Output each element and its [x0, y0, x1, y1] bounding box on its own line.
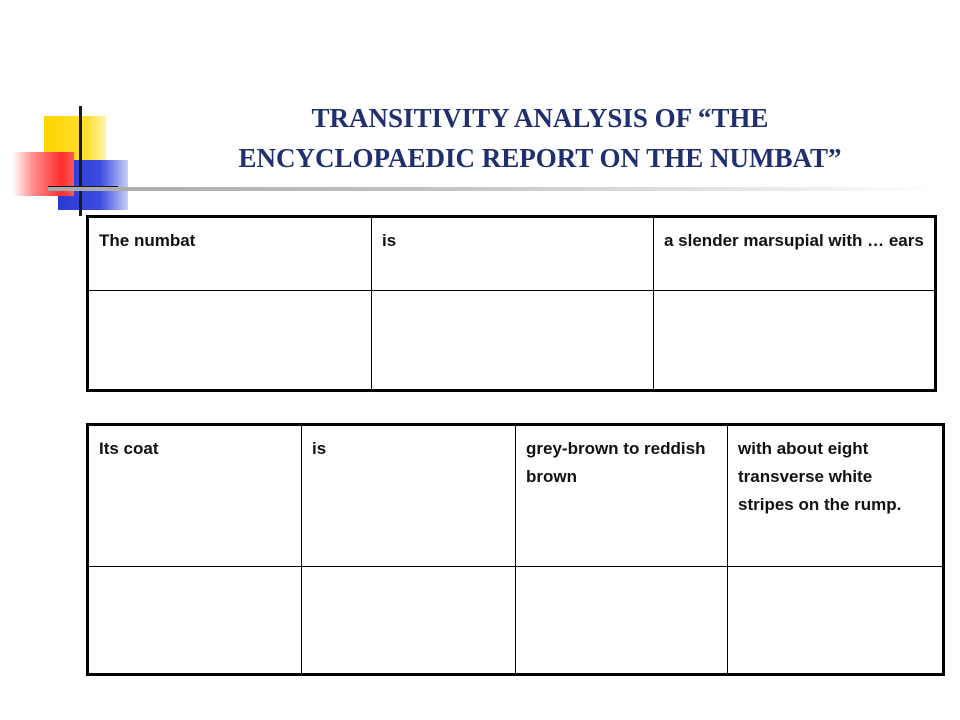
table-cell-circumstance: with about eight transverse white stripes on the rump. — [728, 425, 944, 567]
table-cell-empty — [728, 567, 944, 675]
analysis-table-1 — [86, 215, 937, 392]
title-line-2: ENCYCLOPAEDIC REPORT ON THE NUMBAT” — [238, 143, 842, 173]
table-row — [88, 291, 936, 391]
table-cell-empty — [302, 567, 516, 675]
table-cell-attribute: a slender marsupial with … ears — [654, 217, 936, 291]
table-row — [88, 567, 944, 675]
corner-decoration — [0, 0, 140, 230]
table-row — [88, 425, 944, 567]
table-cell-participant: Its coat — [88, 425, 302, 567]
table-cell-attribute: grey-brown to reddish brown — [516, 425, 728, 567]
title-line-1: TRANSITIVITY ANALYSIS OF “THE — [311, 103, 769, 133]
table-row — [88, 217, 936, 291]
analysis-table-2 — [86, 423, 945, 676]
table-cell-empty — [372, 291, 654, 391]
table-cell-empty — [88, 291, 372, 391]
table-cell-participant: The numbat — [88, 217, 372, 291]
title-underline — [48, 187, 938, 191]
vertical-line — [79, 106, 82, 216]
slide-title — [140, 98, 940, 178]
table-cell-process: is — [302, 425, 516, 567]
table-cell-empty — [654, 291, 936, 391]
table-cell-process: is — [372, 217, 654, 291]
table-cell-empty — [88, 567, 302, 675]
table-cell-empty — [516, 567, 728, 675]
